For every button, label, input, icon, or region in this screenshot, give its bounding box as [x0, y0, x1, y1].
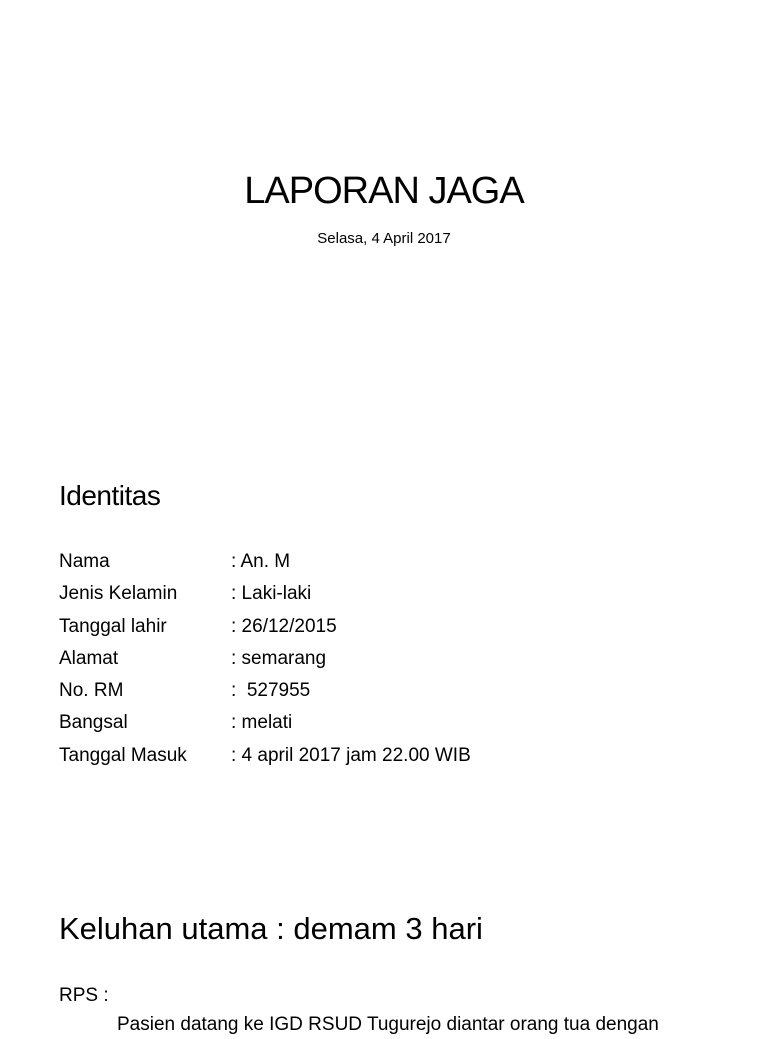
identity-row — [59, 707, 471, 739]
identity-row — [59, 740, 471, 772]
identity-label: Tanggal lahir — [59, 615, 167, 637]
identity-value: : Laki-laki — [231, 583, 312, 605]
identity-heading: Identitas — [59, 480, 161, 511]
report-date: Selasa, 4 April 2017 — [317, 230, 451, 247]
identity-value: : An. M — [231, 551, 291, 572]
identity-value: : 26/12/2015 — [231, 615, 337, 637]
identity-label: Alamat — [59, 647, 119, 669]
report-title: LAPORAN JAGA — [244, 170, 524, 212]
identity-label: Jenis Kelamin — [59, 583, 178, 605]
identity-value: : 527955 — [231, 680, 311, 702]
main-complaint: Keluhan utama : demam 3 hari — [59, 911, 483, 946]
identity-label: No. RM — [59, 680, 124, 702]
identity-label: Nama — [59, 551, 110, 572]
identity-row — [59, 643, 471, 675]
identity-label: Tanggal Masuk — [59, 744, 187, 766]
identity-row — [59, 546, 471, 578]
identity-row — [59, 611, 471, 643]
identity-label: Bangsal — [59, 712, 128, 734]
identity-value: : 4 april 2017 jam 22.00 WIB — [231, 744, 471, 766]
identity-value: : melati — [231, 712, 293, 734]
rps-text: Pasien datang ke IGD RSUD Tugurejo diantar orang tua dengan — [117, 1014, 659, 1035]
rps-label: RPS : — [59, 985, 109, 1006]
identity-table — [59, 546, 471, 772]
identity-row — [59, 675, 471, 707]
identity-row — [59, 578, 471, 610]
identity-value: : semarang — [231, 647, 327, 669]
